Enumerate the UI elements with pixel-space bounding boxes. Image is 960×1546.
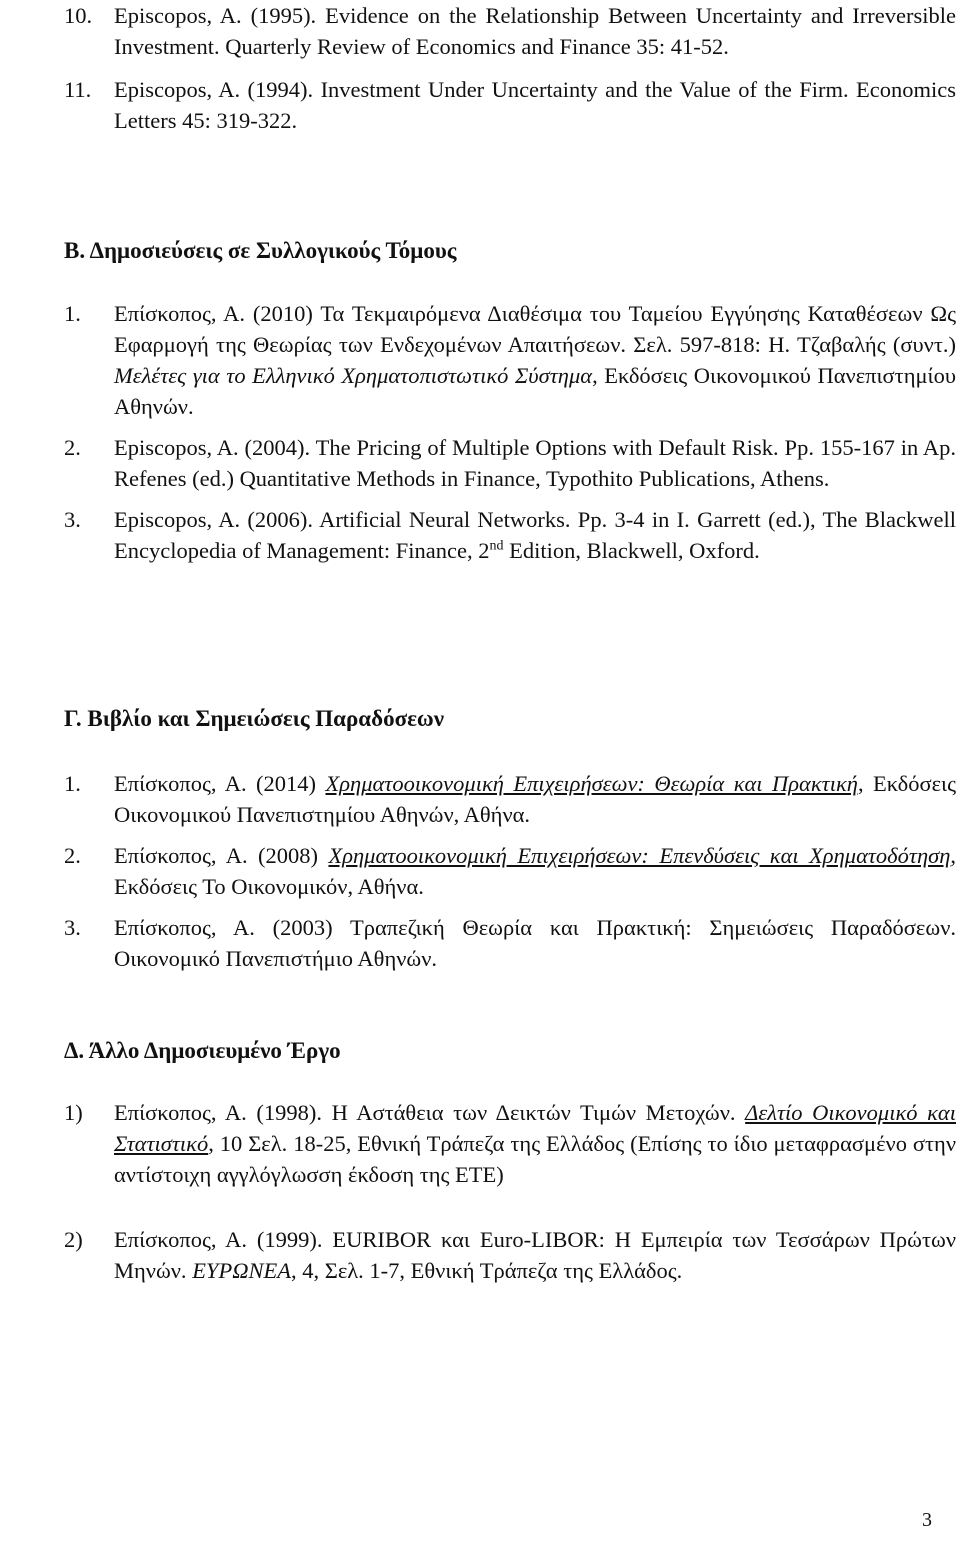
page-number: 3 [922,1509,932,1531]
section-b-list [0,298,960,566]
section-c-list [0,768,960,974]
list-item [0,912,960,974]
section-c-heading: Γ. Βιβλίο και Σημειώσεις Παραδόσεων [64,706,445,731]
reference-text: Episcopos, A. (2004). The Pricing of Multiple Options with Default Risk. Pp. 155-167 in Ap. Refenes (ed.) Quantitative Methods in Finance, Typothito Publications, Athens. [114,435,956,491]
reference-text: Επίσκοπος, Α. (2014) [114,771,326,796]
reference-text: Edition, Blackwell, Oxford. [503,538,760,563]
item-number: 1. [64,301,81,326]
list-item [0,432,960,494]
list-item [0,768,960,830]
item-number: 1. [64,771,81,796]
list-item [0,74,960,136]
reference-text: Episcopos, A. (2006). Artificial Neural Networks. Pp. 3-4 in I. Garrett (ed.), The Blackwell Encyclopedia of Management: Finance, 2 [114,507,956,563]
item-number: 2. [64,435,81,460]
item-number: 11. [64,77,92,102]
list-item [0,0,960,62]
journal-title: ΕΥΡΩΝΕΑ [192,1258,291,1283]
item-number: 10. [64,3,93,28]
section-d-heading: Δ. Άλλο Δημοσιευμένο Έργο [64,1038,341,1063]
reference-text: Episcopos, A. (1994). Investment Under Uncertainty and the Value of the Firm. Economics Letters 45: 319-322. [114,77,956,133]
reference-text: Επίσκοπος, Α. (1998). Η Αστάθεια των Δεικτών Τιμών Μετοχών. [114,1100,746,1125]
item-number: 3. [64,507,81,532]
section-d-list [0,1097,960,1286]
reference-text: Episcopos, A. (1995). Evidence on the Relationship Between Uncertainty and Irreversible Investment. Quarterly Review of Economics and Finance 35: 41-52. [114,3,956,59]
reference-text: Επίσκοπος, Α. (2010) Τα Τεκμαιρόμενα Διαθέσιμα του Ταμείου Εγγύησης Καταθέσεων Ως Εφαρμογή της Θεωρίας των Ενδεχομένων Απαιτήσεων. Σελ. 597-818: Η. Τζαβαλής (συντ.) [114,301,956,357]
section-a-tail-list [0,0,960,136]
reference-text: Επίσκοπος, Α. (2003) Τραπεζική Θεωρία και Πρακτική: Σημειώσεις Παραδόσεων. Οικονομικό Πανεπιστήμιο Αθηνών. [114,915,956,971]
list-item [0,1097,960,1190]
reference-text: , Εκδόσεις Το Οικονομικόν, Αθήνα. [114,843,956,899]
reference-text: Επίσκοπος, Α. (2008) [114,843,329,868]
reference-text: , 4, Σελ. 1-7, Εθνική Τράπεζα της Ελλάδος. [290,1258,683,1283]
superscript: nd [489,538,504,554]
item-number: 1) [64,1100,83,1125]
reference-text: , 10 Σελ. 18-25, Εθνική Τράπεζα της Ελλάδος (Επίσης το ίδιο μεταφρασμένο στην αντίστοιχη αγγλόγλωσση έκδοση της ΕΤΕ) [114,1131,956,1187]
list-item [0,298,960,422]
journal-title: Δελτίο Οικονομικό και Στατιστικό [114,1100,956,1156]
list-item [0,1224,960,1286]
reference-text: , Εκδόσεις Οικονομικού Πανεπιστημίου Αθηνών. [114,363,956,419]
reference-text: Επίσκοπος, Α. (1999). EURIBOR και Euro-LIBOR: Η Εμπειρία των Τεσσάρων Πρώτων Μηνών. [114,1227,956,1283]
item-number: 3. [64,915,81,940]
book-title: Χρηματοοικονομική Επιχειρήσεων: Θεωρία και Πρακτική [325,771,858,796]
section-b-heading: Β. Δημοσιεύσεις σε Συλλογικούς Τόμους [64,238,457,263]
book-title: Χρηματοοικονομική Επιχειρήσεων: Επενδύσεις και Χρηματοδότηση [328,843,951,868]
list-item [0,840,960,902]
reference-text: , Εκδόσεις Οικονομικού Πανεπιστημίου Αθηνών, Αθήνα. [114,771,956,827]
item-number: 2) [64,1227,83,1252]
list-item [0,504,960,566]
reference-title: Μελέτες για το Ελληνικό Χρηματοπιστωτικό Σύστημα [114,363,593,388]
item-number: 2. [64,843,81,868]
